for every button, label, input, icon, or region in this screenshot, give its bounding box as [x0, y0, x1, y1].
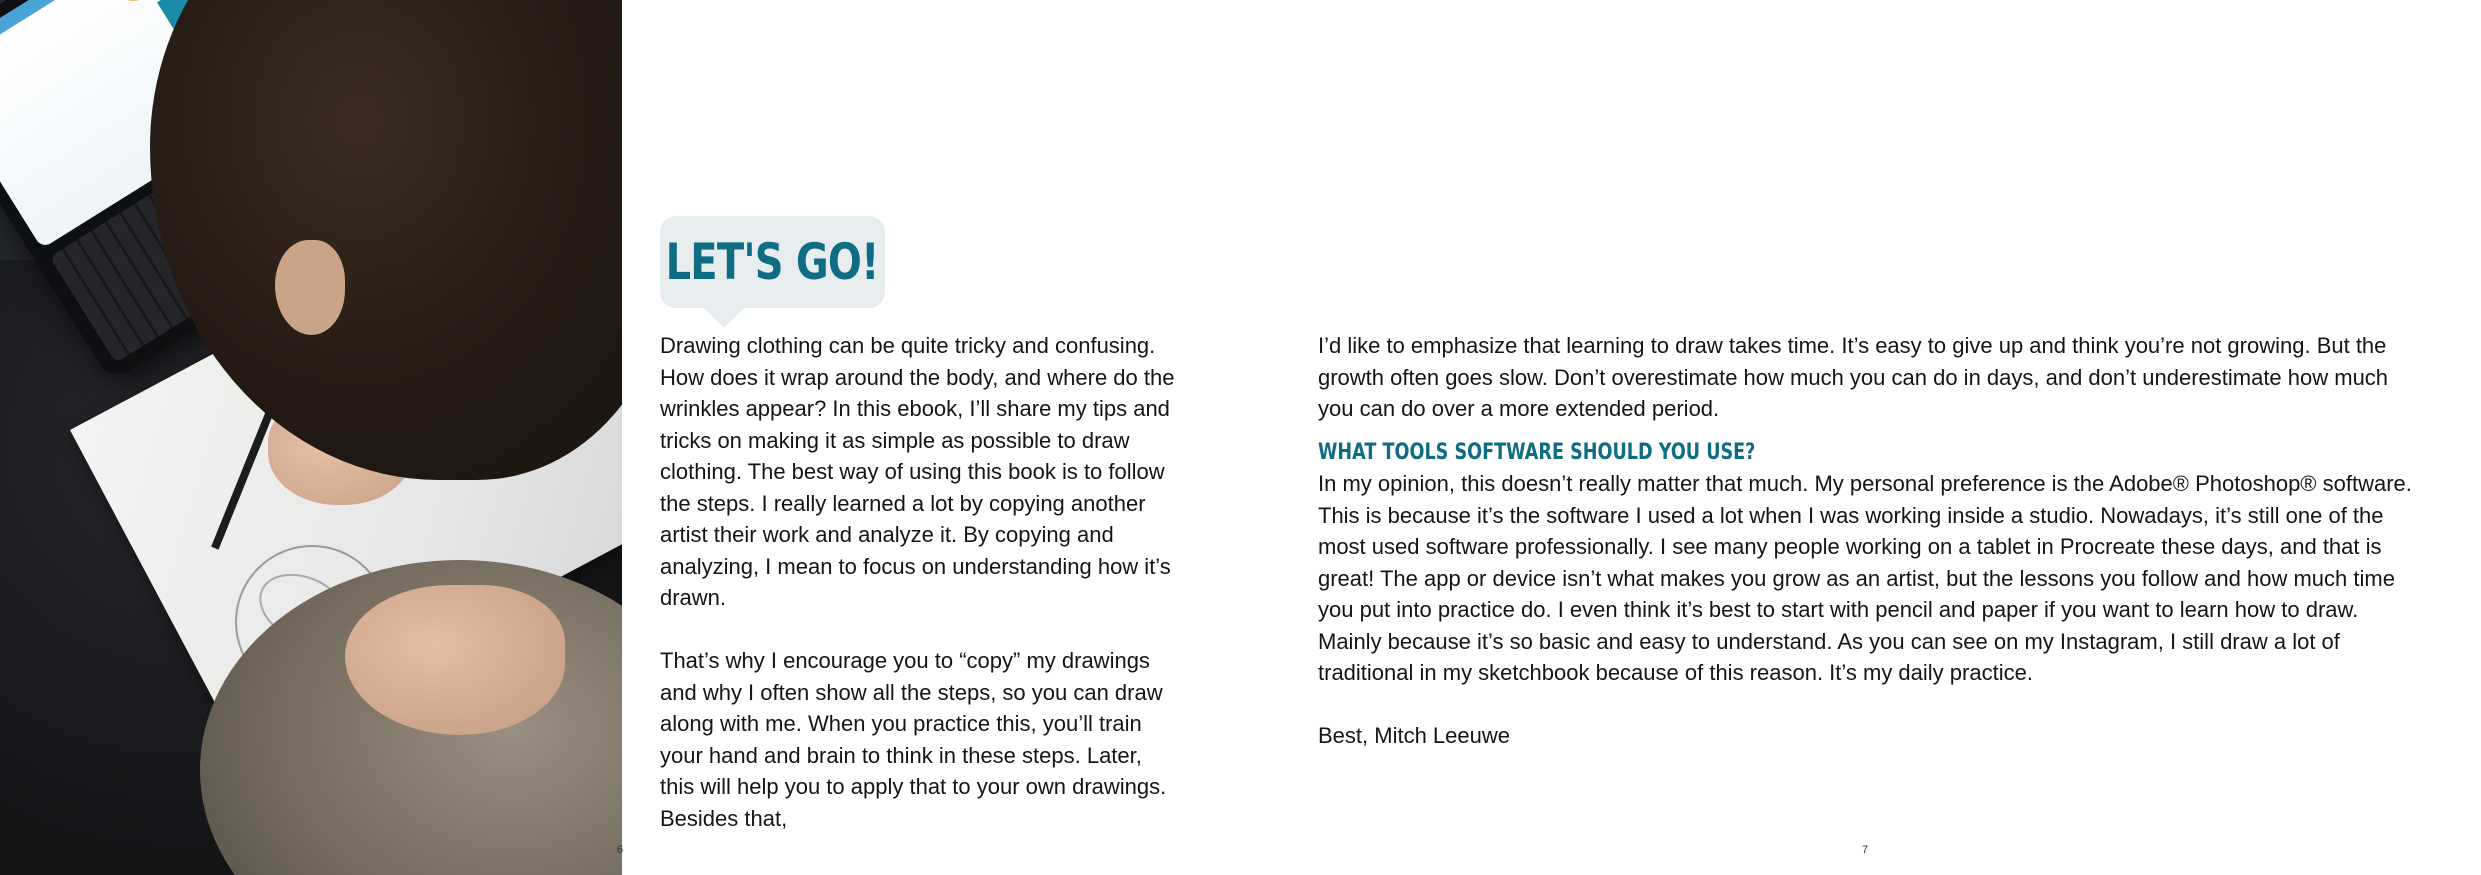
- signoff: Best, Mitch Leeuwe: [1318, 723, 1510, 748]
- artist-drawing-photo: [0, 0, 622, 875]
- page-number-right: 7: [1862, 844, 1869, 856]
- left-text-column: [660, 330, 1180, 866]
- right-body-paragraph: In my opinion, this doesn’t really matter that much. My personal preference is the Adobe® Photoshop® software. This is because it’s the software I used a lot when I was working inside a studio. Nowadays, it’s still one of the most used software professionally. I see many people working on a tablet in Procreate these days, and that is great! The app or device isn’t what makes you grow as an artist, but the lessons you follow and how much time you put into practice do. I even think it’s best to start with pencil and paper if you want to learn how to draw. Mainly because it’s so basic and easy to understand. As you can see on my Instagram, I still draw a lot of traditional in my sketchbook because of this reason. It’s my daily practice.: [1318, 471, 2412, 685]
- artist-ear: [275, 240, 345, 335]
- page-number-left: 6: [617, 844, 624, 856]
- page-title: LET'S GO!: [666, 233, 879, 291]
- section-subheading: WHAT TOOLS SOFTWARE SHOULD YOU USE?: [1318, 439, 1756, 465]
- left-paragraph-2: That’s why I encourage you to “copy” my drawings and why I often show all the steps, so you can draw along with me. When you practice this, you’ll train your hand and brain to think in these steps. Later, this will help you to apply that to your own drawings. Besides that,: [660, 648, 1167, 831]
- right-text-column: [1318, 330, 2418, 783]
- left-paragraph-1: Drawing clothing can be quite tricky and confusing. How does it wrap around the body, and where do the wrinkles appear? In this ebook, I’ll share my tips and tricks on making it as simple as possible to draw clothing. The best way of using this book is to follow the steps. I really learned a lot by copying another artist their work and analyze it. By copying and analyzing, I mean to focus on understanding how it’s drawn.: [660, 333, 1175, 610]
- heading-speech-bubble: [660, 216, 885, 308]
- right-intro-paragraph: I’d like to emphasize that learning to draw takes time. It’s easy to give up and think you’re not growing. But the growth often goes slow. Don’t overestimate how much you can do in days, and don’t underestimate how much you can do over a more extended period.: [1318, 333, 2389, 421]
